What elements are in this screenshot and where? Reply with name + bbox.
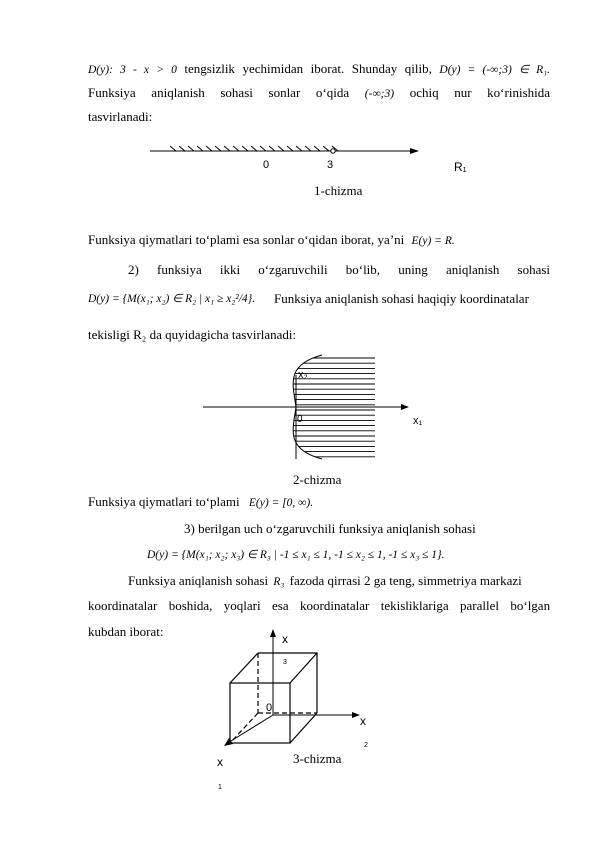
- item2-word: o‘zgaruvchili: [258, 262, 328, 277]
- para2-text: Funksiya qiymatlari to‘plami esa sonlar o‘qidan iborat, ya’ni: [88, 232, 405, 247]
- hatch-mark: [179, 146, 185, 151]
- figure3-cube: [0, 625, 595, 795]
- item3-line1: 3) berilgan uch o‘zgaruvchili funksiya aniqlanish sohasi: [184, 521, 476, 536]
- x3-letter: x: [282, 632, 288, 646]
- hatch-mark: [197, 146, 203, 151]
- hatch-mark: [251, 146, 257, 151]
- para1-line3: tasvirlanadi:: [88, 109, 153, 124]
- item2-word: 2): [128, 262, 139, 277]
- x2-letter: x: [360, 714, 366, 728]
- para1-line2-text1: Funksiya aniqlanish sohasi sonlar o‘qida: [88, 85, 350, 100]
- figure2-caption: 2-chizma: [293, 472, 342, 487]
- r3-math: R₃: [273, 576, 285, 588]
- range3-math: E(y) = [0, ∞).: [248, 497, 314, 509]
- para4-word: boshida,: [168, 598, 213, 613]
- cube-hidden-depth: [230, 713, 258, 743]
- hatch-mark: [206, 146, 212, 151]
- para4-word: esa: [272, 598, 289, 613]
- hatch-mark: [215, 146, 221, 151]
- origin-label: 0: [266, 702, 273, 714]
- item3-math-line: [147, 546, 444, 563]
- hatch-mark: [242, 146, 248, 151]
- x1-index: 1: [218, 784, 222, 791]
- para1-line2-text2: ochiq nur ko‘rinishida: [409, 85, 551, 100]
- figure3-caption: 3-chizma: [293, 751, 342, 766]
- domain2-math: D(y) = {M(x₁; x₂) ∈ R₂ | x₁ ≥ x₂²/4}.: [88, 293, 256, 305]
- x1-axis-label: x₁: [413, 415, 423, 427]
- para4-word: koordinatalar: [88, 598, 158, 613]
- hatch-marks: [170, 146, 338, 151]
- para1-line2: [88, 85, 550, 102]
- item2-word: ikki: [219, 262, 241, 277]
- para4-text1: Funksiya aniqlanish sohasi: [128, 573, 269, 588]
- domain3-math: D(y) = {M(x₁; x₂; x₃) ∈ R₃ | -1 ≤ x₁ ≤ 1, -1 ≤ x₂ ≤ 1, -1 ≤ x₃ ≤ 1}.: [147, 549, 445, 561]
- item2-text2: Funksiya aniqlanish sohasi haqiqiy koordinatalar: [274, 291, 529, 306]
- x1-letter: x: [217, 755, 223, 769]
- para2: [88, 232, 455, 249]
- para3-text: Funksiya qiymatlari to‘plami: [88, 494, 240, 509]
- para4-line1: [128, 573, 522, 590]
- para4-word: yoqlari: [223, 598, 261, 613]
- x2-axis-label: x₂: [298, 369, 308, 381]
- hatch-mark: [188, 146, 194, 151]
- figure1-caption: 1-chizma: [314, 183, 363, 198]
- hatch-mark: [323, 146, 329, 151]
- hatch-mark: [287, 146, 293, 151]
- item2-word: aniqlanish: [445, 262, 500, 277]
- tick-label-0: 0: [263, 159, 270, 171]
- para3: [88, 494, 313, 511]
- para4-line2: [88, 598, 550, 614]
- item2-line1: [128, 262, 550, 278]
- para1-text: tengsizlik yechimidan iborat. Shunday qilib,: [184, 61, 432, 76]
- item2-line2: [88, 290, 255, 307]
- axis-arrow-icon: [410, 148, 419, 154]
- x3-arrow-icon: [270, 629, 276, 637]
- figure2-parabola-region: [0, 355, 595, 465]
- hatch-mark: [170, 146, 176, 151]
- x2-arrow-icon: [352, 712, 360, 718]
- domain-inequality: D(y): 3 - x > 0: [88, 64, 177, 76]
- hatch-mark: [278, 146, 284, 151]
- tick-label-3: 3: [327, 159, 334, 171]
- x1-arrow-icon: [224, 738, 233, 746]
- cube-edge-top-left: [230, 653, 258, 683]
- x1-arrow-icon: [401, 404, 409, 410]
- hatch-mark: [305, 146, 311, 151]
- hatch-mark: [224, 146, 230, 151]
- hatch-mark: [314, 146, 320, 151]
- hatch-mark: [233, 146, 239, 151]
- open-ray-math: (-∞;3): [364, 88, 395, 100]
- x2-index: 2: [364, 742, 368, 749]
- para4-word: tekisliklariga: [380, 598, 449, 613]
- range-math: E(y) = R.: [411, 235, 455, 247]
- open-point-3: [331, 149, 335, 153]
- cube-edge-top-right: [290, 653, 317, 683]
- item2-line3: tekisligi R₂ da quyidagicha tasvirlanadi:: [88, 327, 297, 342]
- domain-interval: D(y) = (-∞;3) ∈ R₁.: [439, 64, 551, 76]
- origin-label: 0: [297, 414, 303, 425]
- hatch-mark: [269, 146, 275, 151]
- para4-line3: kubdan iborat:: [88, 624, 164, 639]
- axis-label-r1: R₁: [454, 160, 467, 174]
- para4-word: koordinatalar: [300, 598, 370, 613]
- item2-word: uning: [398, 262, 428, 277]
- para4-word: parallel: [459, 598, 499, 613]
- cube-edge-bottom-right: [290, 713, 317, 743]
- item2-word: sohasi: [517, 262, 551, 277]
- hatch-mark: [260, 146, 266, 151]
- hatch-mark: [296, 146, 302, 151]
- item2-word: funksiya: [156, 262, 202, 277]
- figure1-number-line: [0, 140, 595, 180]
- x3-index: 3: [283, 659, 287, 666]
- item2-word: bo‘lib,: [345, 262, 381, 277]
- para4-word: bo‘lgan: [510, 598, 551, 613]
- para4-text2: fazoda qirrasi 2 ga teng, simmetriya markazi: [289, 573, 522, 588]
- para1-line1: [88, 61, 550, 78]
